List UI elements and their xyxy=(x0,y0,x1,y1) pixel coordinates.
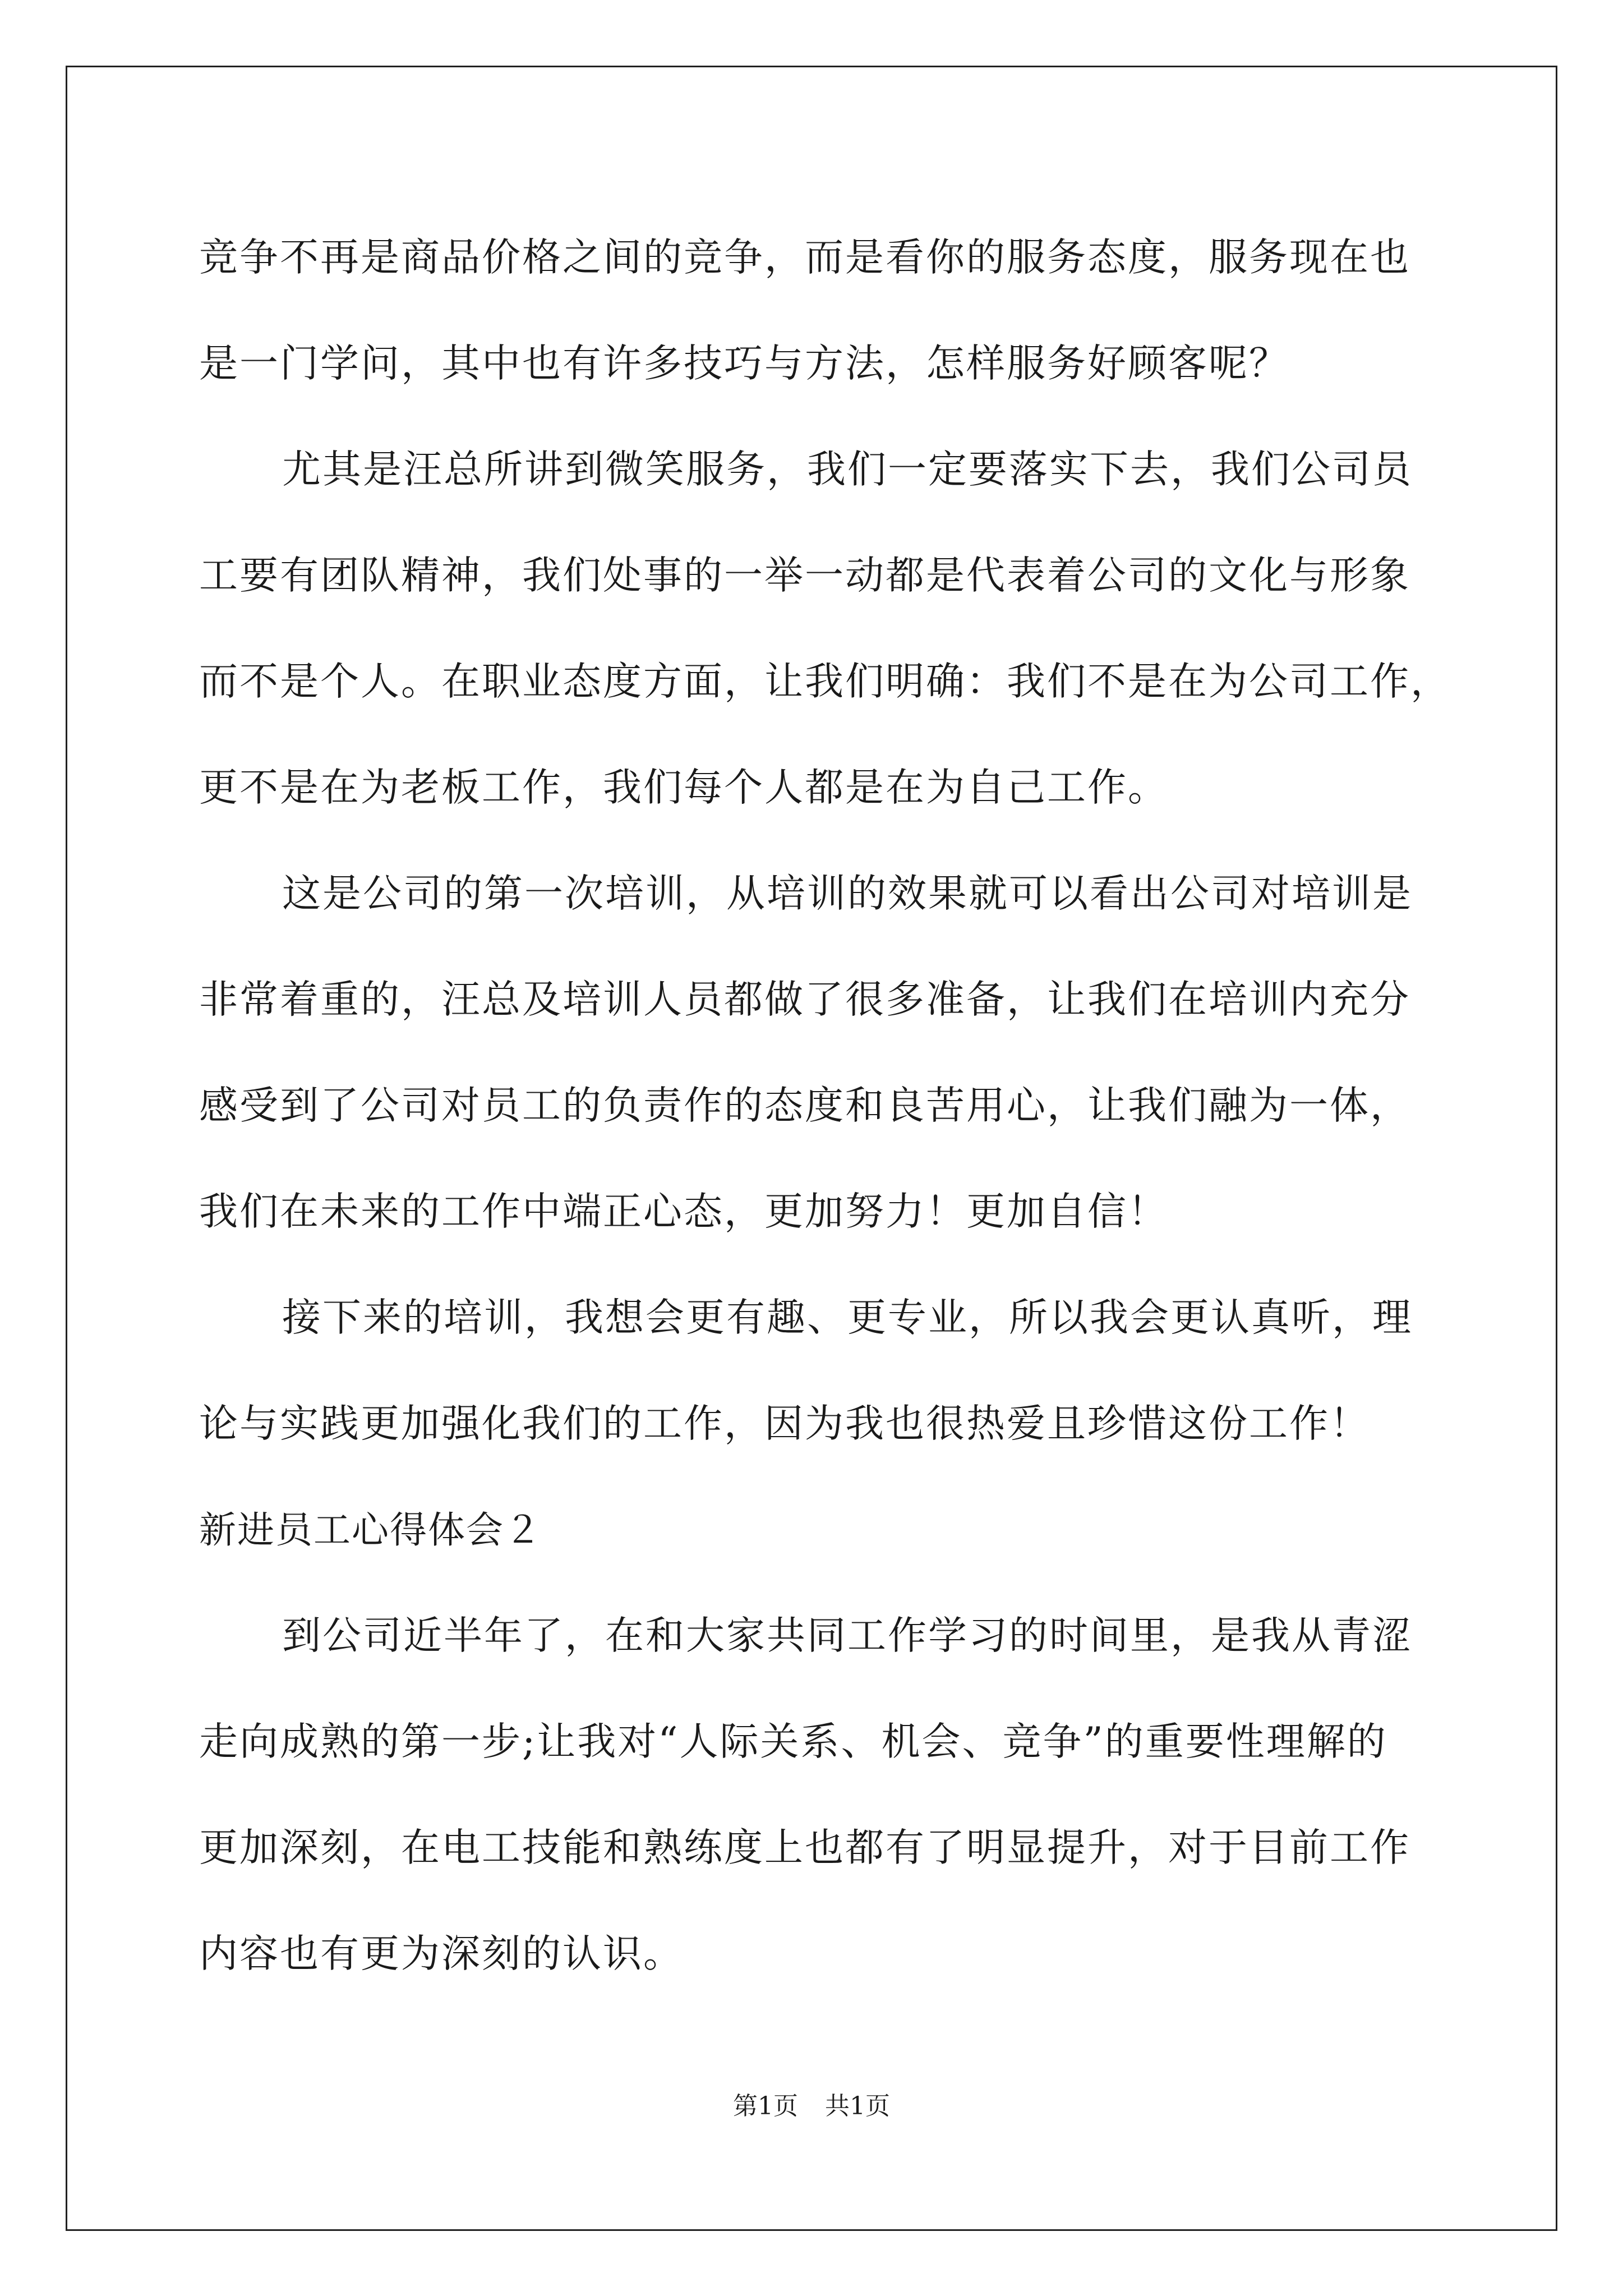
text-line: 我们在未来的工作中端正心态，更加努力！更加自信！ xyxy=(199,1189,1168,1234)
paragraph-4 xyxy=(199,1265,1433,1477)
text-line: 更不是在为老板工作，我们每个人都是在为自己工作。 xyxy=(199,765,1168,810)
text-line: 尤其是汪总所讲到微笑服务，我们一定要落实下去，我们公司员 xyxy=(282,447,1413,492)
text-line: 接下来的培训，我想会更有趣、更专业，所以我会更认真听，理 xyxy=(282,1295,1413,1340)
page-footer xyxy=(0,2090,1623,2123)
paragraph-1 xyxy=(199,205,1433,417)
text-line: 是一门学问，其中也有许多技巧与方法，怎样服务好顾客呢？ xyxy=(199,341,1289,386)
text-line: 感受到了公司对员工的负责作的态度和良苦用心，让我们融为一体， xyxy=(199,1083,1410,1128)
text-line: 工要有团队精神，我们处事的一举一动都是代表着公司的文化与形象 xyxy=(199,553,1410,598)
paragraph-3 xyxy=(199,841,1433,1265)
section-heading: 新进员工心得体会２ xyxy=(199,1508,542,1552)
document-body xyxy=(199,205,1451,2007)
text-line: 论与实践更加强化我们的工作，因为我也很热爱且珍惜这份工作！ xyxy=(199,1401,1370,1446)
paragraph-2 xyxy=(199,417,1451,841)
text-line: 走向成熟的第一步;让我对“人际关系、机会、竞争”的重要性理解的 xyxy=(199,1719,1387,1764)
text-line: 这是公司的第一次培训，从培训的效果就可以看出公司对培训是 xyxy=(282,871,1413,916)
paragraph-5 xyxy=(199,1583,1433,2007)
text-line: 非常着重的，汪总及培训人员都做了很多准备，让我们在培训内充分 xyxy=(199,977,1410,1022)
page-number: 第1页 xyxy=(733,2092,798,2120)
text-line: 而不是个人。在职业态度方面，让我们明确：我们不是在为公司工作， xyxy=(199,659,1451,704)
text-line: 到公司近半年了，在和大家共同工作学习的时间里，是我从青涩 xyxy=(282,1613,1413,1658)
text-line: 竞争不再是商品价格之间的竞争，而是看你的服务态度，服务现在也 xyxy=(199,235,1410,280)
text-line: 更加深刻，在电工技能和熟练度上也都有了明显提升，对于目前工作 xyxy=(199,1825,1410,1870)
text-line: 内容也有更为深刻的认识。 xyxy=(199,1931,684,1976)
page-count: 共1页 xyxy=(825,2092,890,2120)
